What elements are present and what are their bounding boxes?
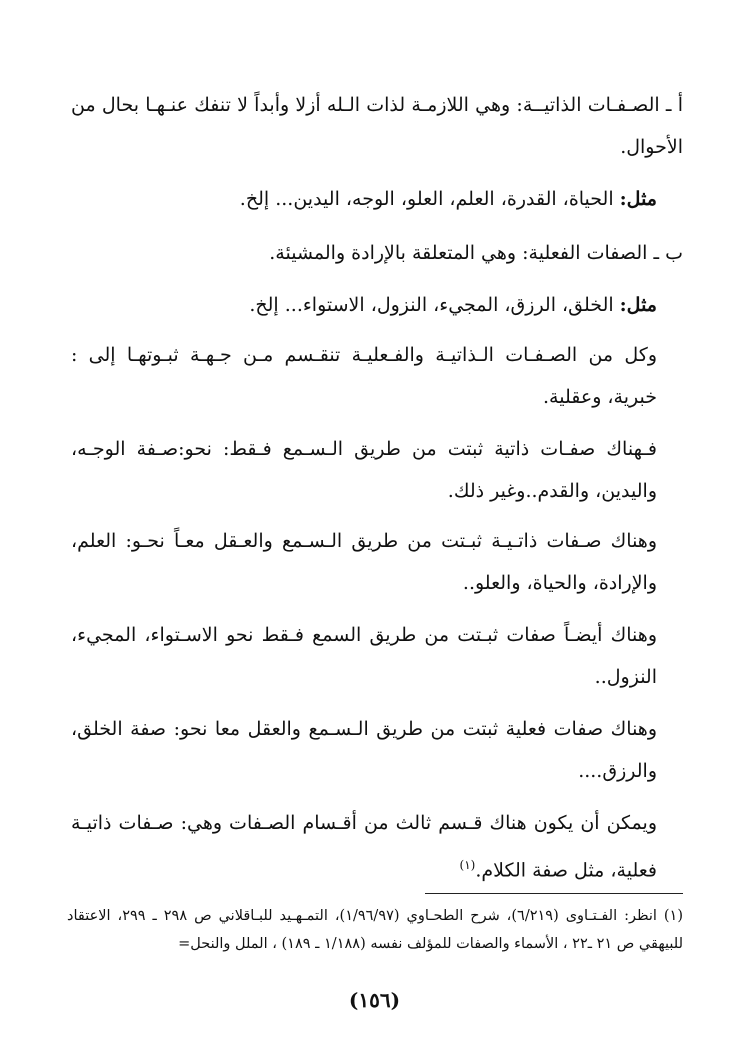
example-text: الخلق، الرزق، المجيء، النزول، الاستواء... إلخ.: [249, 294, 620, 316]
paragraph-action-hearing-reason: [71, 708, 683, 792]
example-text: الحياة، القدرة، العلم، العلو، الوجه، اليدين... إلخ.: [239, 188, 620, 210]
paragraph-also-hearing: [71, 614, 683, 698]
example-label: مثل:: [619, 294, 657, 316]
footnote-marker[interactable]: (١): [459, 858, 476, 872]
footnote-divider: [425, 893, 683, 894]
paragraph-text: فـهناك صفـات ذاتية ثبتت من طريق الـسـمع فـقط: نحو:صـفة الوجـه، واليدين، والقدم..وغير ذلك.: [71, 438, 657, 502]
paragraph-text: وهناك صفات فعلية ثبتت من طريق الـسـمع والعقل معا نحو: صفة الخلق، والرزق....: [71, 718, 657, 782]
paragraph-division: [71, 334, 683, 418]
paragraph-third-category: [71, 802, 683, 891]
paragraph-hearing-only: [71, 428, 683, 512]
paragraph-text: وهناك صـفات ذاتـيـة ثبـتت من طريق الـسـمع والعـقل معـاً نحـو: العلم، والإرادة، والحياة، والعلو..: [71, 530, 657, 594]
paragraph-text: ويمكن أن يكون هناك قـسم ثالث من أقـسام الصـفات وهي: صـفات ذاتيـة فعلية، مثل صفة الكلام.: [71, 812, 657, 882]
paragraph-action-attributes: [71, 232, 683, 274]
paragraph-essential-attributes: [71, 84, 683, 168]
paragraph-text: وكل من الصـفـات الـذاتيـة والفـعليـة تنقـسم مـن جـهـة ثبـوتهـا إلى : خبرية، وعقلية.: [71, 344, 657, 408]
footnote-text: (١) انظر: الفـتـاوى (٦/٢١٩)، شرح الطحـاوي (١/٩٦/٩٧)، التمـهـيد للبـاقلاني ص ٢٩٨ ـ ٢٩٩، الاعتقاد للبيهقي ص ٢١ ـ٢٢ ، الأسماء والصفات للمؤلف نفسه (١/١٨٨ ـ ١٨٩) ، الملل والنحل=: [67, 908, 684, 952]
page-number: (١٥٦): [348, 988, 401, 1012]
footnote: [67, 902, 683, 958]
paragraph-example-1: [71, 178, 683, 220]
paragraph-text: أ ـ الصـفـات الذاتيــة: وهي اللازمـة لذات الـله أزلا وأبداً لا تنفك عنـهـا بحال من الأحوال.: [71, 94, 683, 158]
paragraph-example-2: [71, 284, 683, 326]
paragraph-text: وهناك أيضـاً صفات ثبـتت من طريق السمع فـقط نحو الاسـتواء، المجيء، النزول..: [71, 624, 657, 688]
paragraph-text: ب ـ الصفات الفعلية: وهي المتعلقة بالإرادة والمشيئة.: [269, 242, 683, 264]
example-label: مثل:: [619, 188, 657, 210]
paragraph-hearing-reason: [71, 520, 683, 604]
